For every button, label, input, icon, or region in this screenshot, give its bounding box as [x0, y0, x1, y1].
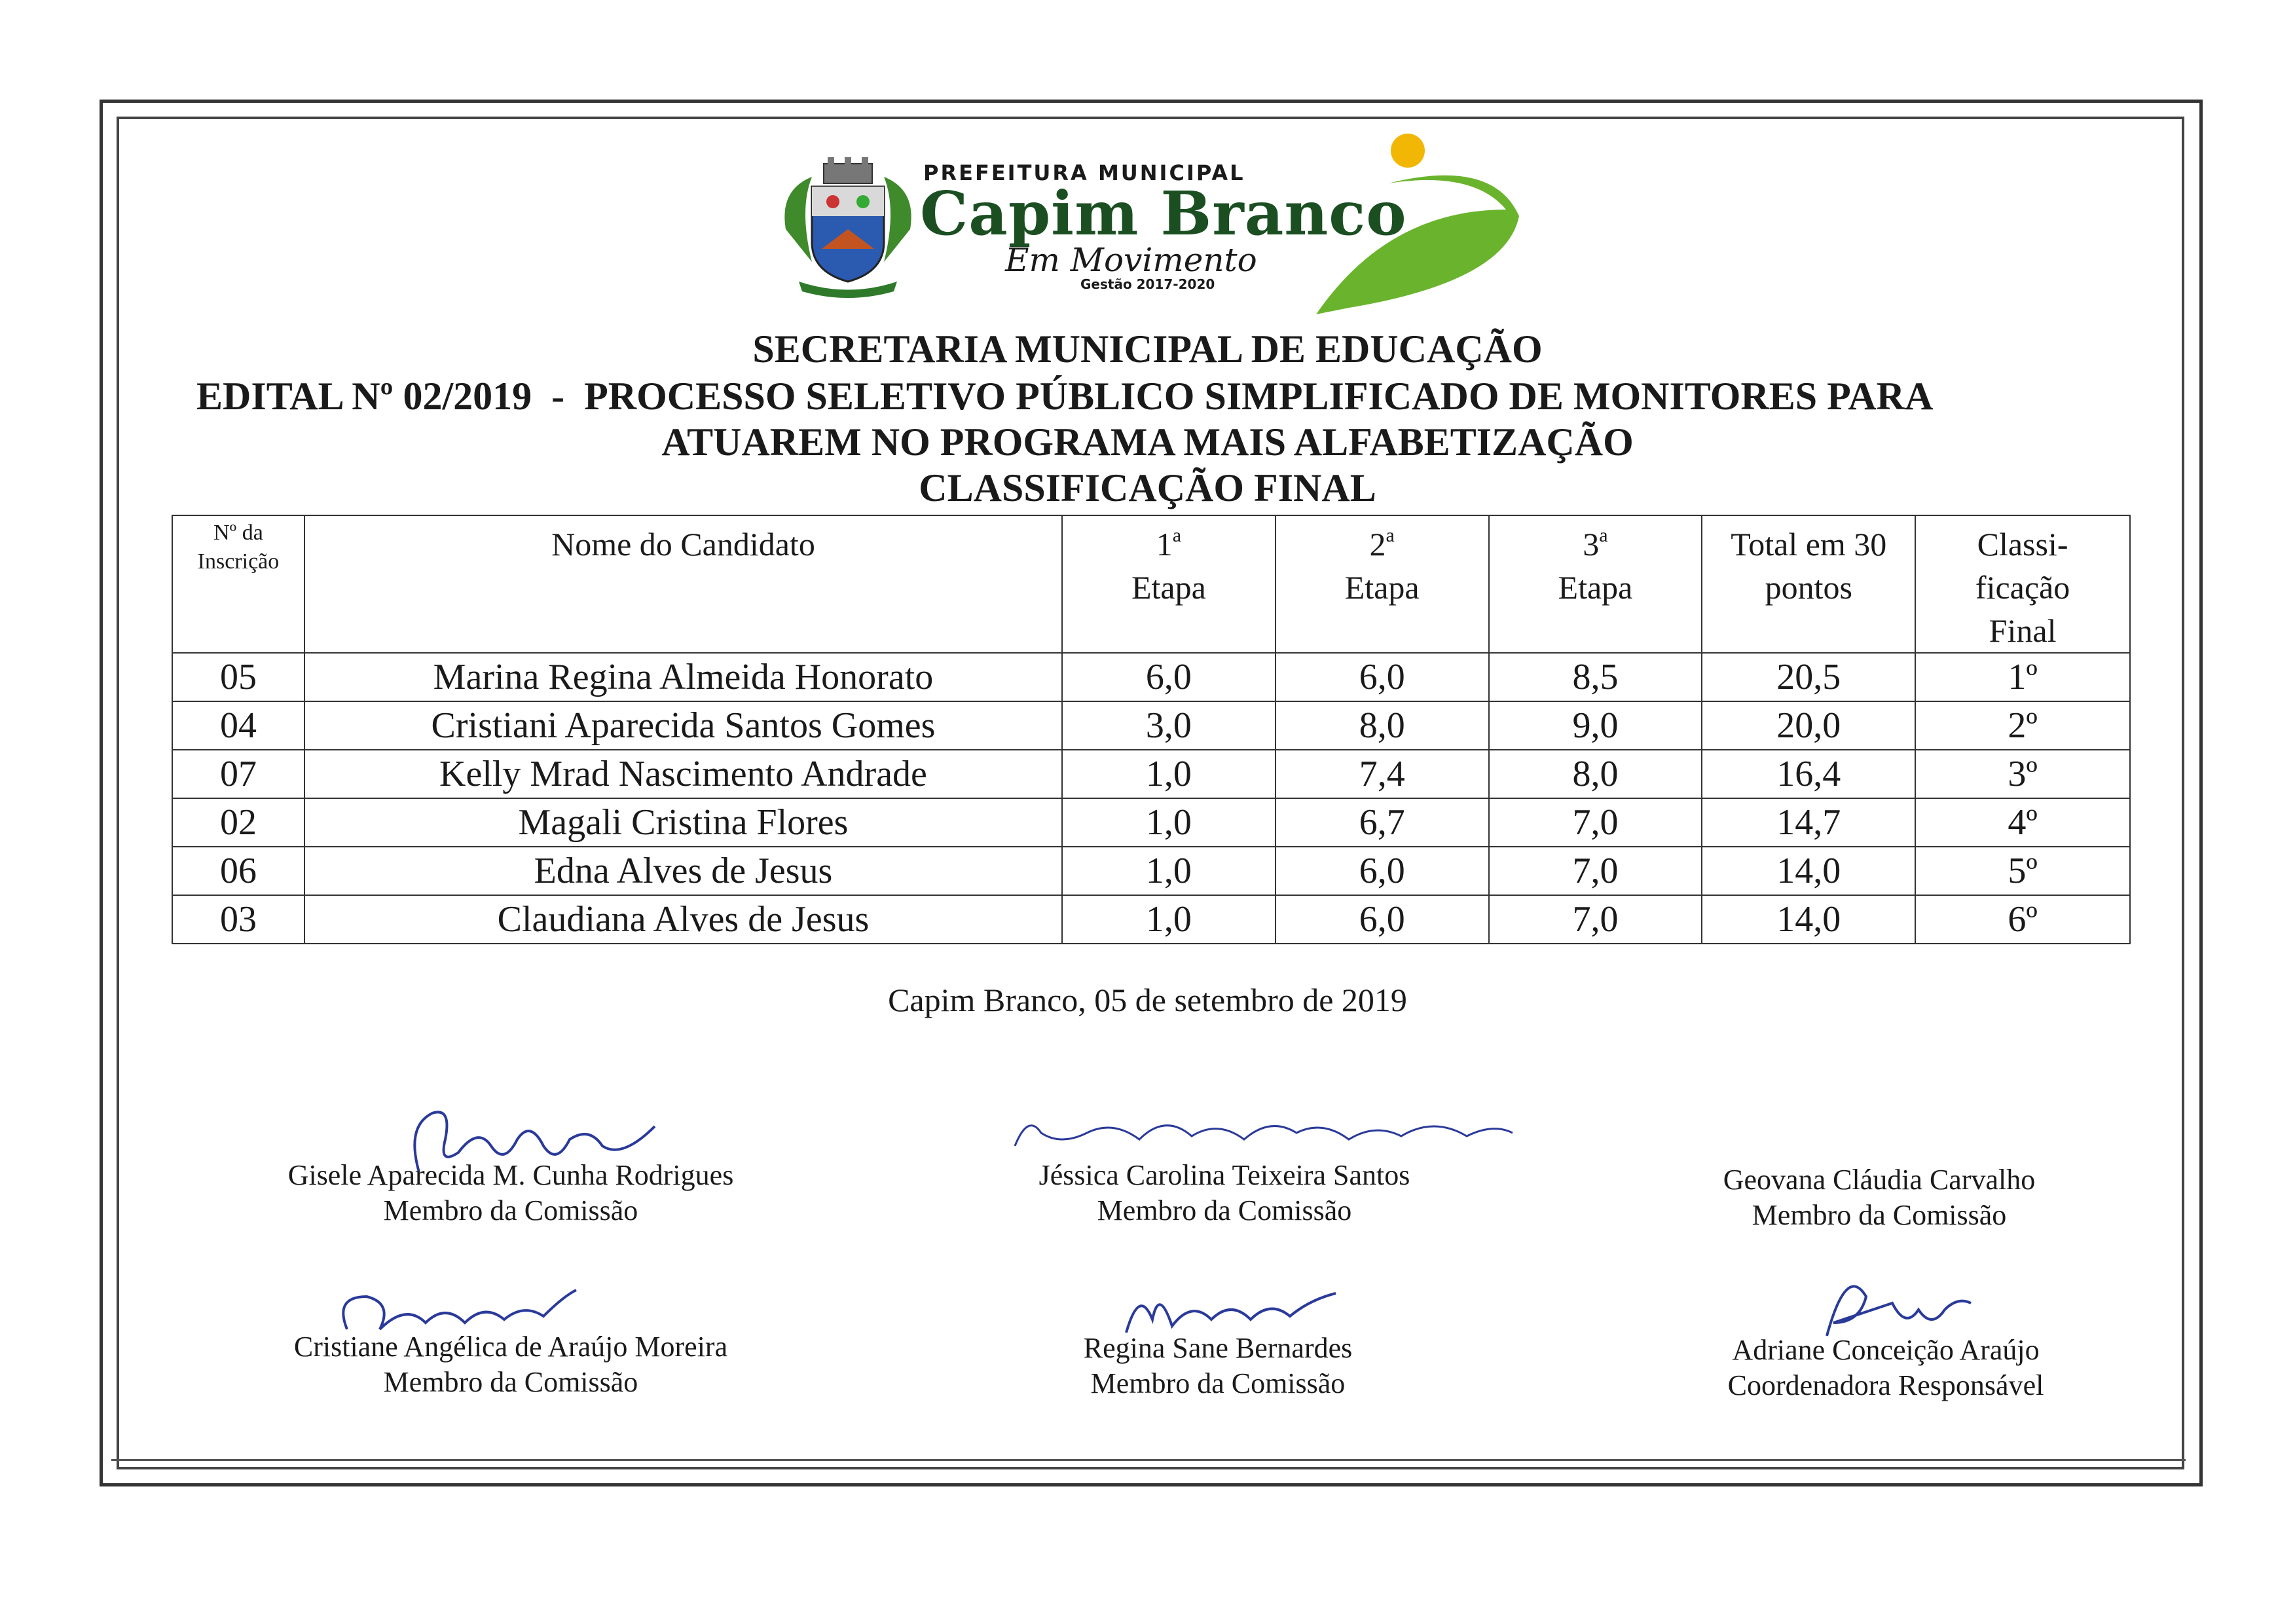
heading-secretaria: SECRETARIA MUNICIPAL DE EDUCAÇÃO	[752, 327, 1543, 371]
heading-edital-cont: ATUAREM NO PROGRAMA MAIS ALFABETIZAÇÃO	[661, 420, 1634, 464]
cell-total: 14,7	[1702, 798, 1915, 847]
header-etapa-3: 3$^a$ Etapa	[1489, 515, 1702, 653]
cell-classificacao: 1º	[1915, 653, 2130, 701]
cell-etapa-3: 8,0	[1489, 750, 1702, 798]
logo-city-name: Capim Branco	[920, 178, 1407, 249]
cell-nome: Cristiani Aparecida Santos Gomes	[304, 701, 1062, 750]
cell-total: 14,0	[1702, 847, 1915, 895]
table-row	[172, 847, 2130, 895]
municipal-logo	[773, 131, 1526, 321]
cell-nome: Kelly Mrad Nascimento Andrade	[304, 750, 1062, 798]
cell-etapa-1: 1,0	[1062, 847, 1276, 895]
header-etapa-1: 1$^a$ Etapa	[1062, 515, 1276, 653]
cell-etapa-1: 1,0	[1062, 798, 1276, 847]
cell-total: 16,4	[1702, 750, 1915, 798]
cell-etapa-3: 7,0	[1489, 895, 1702, 944]
date-line: Capim Branco, 05 de setembro de 2019	[888, 982, 1407, 1018]
signature-block-4	[216, 1329, 805, 1400]
cell-inscricao: 02	[172, 798, 304, 847]
cell-classificacao: 5º	[1915, 847, 2130, 895]
cell-etapa-1: 3,0	[1062, 701, 1276, 750]
cell-inscricao: 06	[172, 847, 304, 895]
cell-nome: Edna Alves de Jesus	[304, 847, 1062, 895]
cell-total: 20,5	[1702, 653, 1915, 701]
cell-etapa-2: 6,7	[1276, 798, 1489, 847]
cell-inscricao: 03	[172, 895, 304, 944]
cell-inscricao: 07	[172, 750, 304, 798]
cell-etapa-2: 6,0	[1276, 653, 1489, 701]
page-border-bottom-rule	[111, 1459, 2186, 1461]
signer-name: Jéssica Carolina Teixeira Santos	[1038, 1159, 1410, 1191]
cell-classificacao: 6º	[1915, 895, 2130, 944]
heading-classificacao-final: CLASSIFICAÇÃO FINAL	[919, 466, 1376, 509]
cell-etapa-3: 7,0	[1489, 847, 1702, 895]
header-etapa-2: 2$^a$ Etapa	[1276, 515, 1489, 653]
signer-role: Membro da Comissão	[1752, 1199, 2007, 1231]
table-row	[172, 895, 2130, 944]
table-row	[172, 798, 2130, 847]
cell-nome: Claudiana Alves de Jesus	[304, 895, 1062, 944]
signature-block-2	[930, 1158, 1519, 1228]
classification-table	[172, 515, 2131, 944]
signature-block-6	[1591, 1333, 2180, 1403]
cell-etapa-3: 7,0	[1489, 798, 1702, 847]
signer-name: Cristiane Angélica de Araújo Moreira	[293, 1331, 728, 1363]
cell-etapa-1: 1,0	[1062, 895, 1276, 944]
signer-name: Regina Sane Bernardes	[1083, 1332, 1353, 1364]
logo-gestao: Gestão 2017-2020	[1080, 276, 1215, 292]
cell-etapa-2: 6,0	[1276, 847, 1489, 895]
signer-role: Membro da Comissão	[383, 1366, 638, 1398]
header-total: Total em 30 pontos	[1702, 515, 1915, 653]
signer-role: Membro da Comissão	[1097, 1194, 1352, 1227]
cell-etapa-1: 6,0	[1062, 653, 1276, 701]
cell-nome: Marina Regina Almeida Honorato	[304, 653, 1062, 701]
cell-classificacao: 4º	[1915, 798, 2130, 847]
signer-role: Membro da Comissão	[383, 1194, 638, 1227]
table-row	[172, 653, 2130, 701]
cell-inscricao: 04	[172, 701, 304, 750]
cell-etapa-3: 8,5	[1489, 653, 1702, 701]
heading-edital: EDITAL Nº 02/2019 - PROCESSO SELETIVO PÚBLICO SIMPLIFICADO DE MONITORES PARA	[196, 375, 1934, 418]
signature-block-5	[923, 1331, 1513, 1401]
cell-etapa-1: 1,0	[1062, 750, 1276, 798]
signer-name: Geovana Cláudia Carvalho	[1723, 1164, 2036, 1196]
signer-name: Adriane Conceição Araújo	[1732, 1334, 2040, 1366]
table-row	[172, 701, 2130, 750]
table-row	[172, 750, 2130, 798]
header-classificacao: Classi- ficação Final	[1915, 515, 2130, 653]
signer-name: Gisele Aparecida M. Cunha Rodrigues	[287, 1159, 734, 1191]
cell-etapa-2: 7,4	[1276, 750, 1489, 798]
signature-block-3	[1585, 1162, 2174, 1233]
coat-of-arms-icon	[773, 151, 923, 301]
cell-classificacao: 3º	[1915, 750, 2130, 798]
signature-jessica-handwriting	[1008, 1107, 1519, 1159]
cell-etapa-2: 8,0	[1276, 701, 1489, 750]
logo-prefeitura-text: PREFEITURA MUNICIPAL	[923, 160, 1245, 185]
cell-classificacao: 2º	[1915, 701, 2130, 750]
cell-total: 20,0	[1702, 701, 1915, 750]
signer-role: Membro da Comissão	[1090, 1367, 1346, 1399]
cell-etapa-3: 9,0	[1489, 701, 1702, 750]
signature-block-1	[216, 1158, 805, 1228]
cell-inscricao: 05	[172, 653, 304, 701]
header-inscricao: Nº da Inscrição	[172, 515, 304, 653]
signer-role: Coordenadora Responsável	[1727, 1369, 2044, 1401]
cell-total: 14,0	[1702, 895, 1915, 944]
cell-etapa-2: 6,0	[1276, 895, 1489, 944]
table-header-row	[172, 515, 2130, 653]
cell-nome: Magali Cristina Flores	[304, 798, 1062, 847]
header-nome: Nome do Candidato	[304, 515, 1062, 653]
logo-tagline: Em Movimento	[1005, 241, 1257, 279]
